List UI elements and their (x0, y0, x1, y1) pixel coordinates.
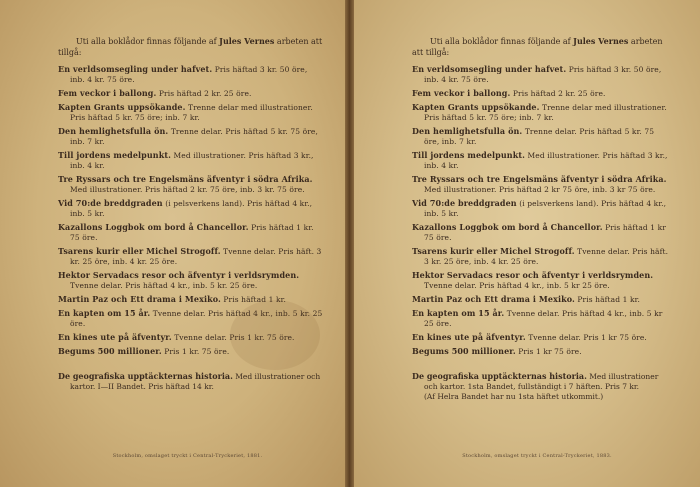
geo-history-entry: De geografiska upptäckternas historia. Med illustrationer och kartor. I—II Bandet. Pris häftad 14 kr. (58, 371, 321, 391)
book-price: Med illustrationer. Pris häftad 2 kr 75 öre, inb. 3 kr 75 öre. (424, 185, 656, 194)
book-entry (412, 88, 670, 99)
book-price: Med illustrationer. Pris häftad 2 kr. 75 öre, inb. 3 kr. 75 öre. (70, 185, 305, 194)
left-page (0, 0, 345, 487)
book-title: Till jordens medelpunkt. (58, 150, 172, 160)
book-price: Pris 1 kr 75 öre. (518, 347, 582, 356)
book-entry (412, 332, 670, 343)
book-entry (58, 88, 323, 99)
book-price: Tvenne delar. Pris häftad 4 kr., inb. 5 kr. 25 öre. (70, 281, 258, 290)
book-price: Tvenne delar. Pris häftad 4 kr., inb. 5 kr 25 öre. (424, 309, 663, 328)
book-title: Hektor Servadacs resor och äfventyr i verldsrymden. (412, 270, 654, 280)
book-price: Pris häftad 1 kr. (223, 295, 286, 304)
book-title: En kines ute på äfventyr. (58, 332, 172, 342)
book-title: Kapten Grants uppsökande. (412, 102, 540, 112)
book-entry (412, 246, 670, 267)
book-entry (412, 294, 670, 305)
intro-text: Uti alla boklådor finnas följande af Jules Vernes arbeten att tillgå: (412, 36, 663, 57)
book-price: Tvenne delar. Pris 1 kr 75 öre. (528, 333, 647, 342)
book-title: Begums 500 millioner. (412, 346, 516, 356)
book-price: Pris häftad 3 kr. 50 öre, inb. 4 kr. 75 öre. (424, 65, 662, 84)
book-title: Vid 70:de breddgraden (58, 198, 163, 208)
right-page (354, 0, 700, 487)
book-price: (i pelsverkens land). Pris häftad 4 kr., inb. 5 kr. (424, 199, 667, 218)
book-title: Hektor Servadacs resor och äfventyr i verldsrymden. (58, 270, 300, 280)
book-entry (58, 270, 323, 291)
book-entry (412, 346, 670, 357)
book-entry (58, 102, 323, 123)
book-price: Trenne delar. Pris häftad 5 kr. 75 öre, inb. 7 kr. (70, 127, 318, 146)
book-title: En verldsomsegling under hafvet. (412, 64, 567, 74)
book-price: Pris häftad 1 kr. 75 öre. (70, 223, 314, 242)
book-entry (412, 270, 670, 291)
book-entry (412, 102, 670, 123)
book-price: Trenne delar med illustrationer. Pris häftad 5 kr. 75 öre; inb. 7 kr. (70, 103, 313, 122)
book-title: Tsarens kurir eller Michel Strogoff. (58, 246, 221, 256)
book-price: Med illustrationer. Pris häftad 3 kr., inb. 4 kr. (70, 151, 314, 170)
book-price: Trenne delar med illustrationer. Pris häftad 5 kr. 75 öre; inb. 7 kr. (424, 103, 667, 122)
book-title: Begums 500 millioner. (58, 346, 162, 356)
book-list (412, 64, 670, 357)
book-price: Tvenne delar. Pris häft. 3 kr. 25 öre, inb. 4 kr. 25 öre. (424, 247, 669, 266)
book-entry (58, 246, 323, 267)
book-price: (i pelsverkens land). Pris häftad 4 kr., inb. 5 kr. (70, 199, 313, 218)
book-title: Kazallons Loggbok om bord å Chancellor. (412, 222, 603, 232)
book-title: Martin Paz och Ett drama i Mexiko. (58, 294, 221, 304)
book-title: Den hemlighetsfulla ön. (58, 126, 169, 136)
book-title: Vid 70:de breddgraden (412, 198, 517, 208)
book-title: Martin Paz och Ett drama i Mexiko. (412, 294, 575, 304)
book-entry (412, 308, 670, 329)
geo-history-entry: De geografiska upptäckternas historia. Med illustrationer och kartor. 1sta Bandet, fullständigt i 7 häften. Pris 7 kr. (Af Helra Bandet har nu 1sta häftet utkommit.) (412, 371, 659, 401)
book-entry (412, 198, 670, 219)
book-title: Tre Ryssars och tre Engelsmäns äfventyr i södra Afrika. (58, 174, 313, 184)
book-title: Den hemlighetsfulla ön. (412, 126, 523, 136)
book-entry (58, 150, 323, 171)
book-price: Pris häftad 2 kr. 25 öre. (158, 89, 252, 98)
book-price: Pris 1 kr. 75 öre. (164, 347, 230, 356)
book-entry (412, 64, 670, 85)
book-price: Pris häftad 2 kr. 25 öre. (512, 89, 606, 98)
paper-stain (230, 300, 320, 370)
book-title: Till jordens medelpunkt. (412, 150, 526, 160)
book-title: En kapten om 15 år. (58, 308, 151, 318)
book-price: Trenne delar. Pris häftad 5 kr. 75 öre, inb. 7 kr. (424, 127, 655, 146)
printer-footer: Stockholm, omslaget tryckt i Central-Tryckeriet, 1883. (462, 453, 612, 459)
book-price: Tvenne delar. Pris häftad 4 kr., inb. 5 kr. 25 öre. (70, 309, 323, 328)
intro-text: Uti alla boklådor finnas följande af Jules Vernes arbeten att tillgå: (58, 36, 323, 57)
book-price: Tvenne delar. Pris häft. 3 kr. 25 öre, inb. 4 kr. 25 öre. (70, 247, 322, 266)
book-price: Pris häftad 1 kr. (577, 295, 640, 304)
book-entry (412, 150, 670, 171)
book-entry (58, 126, 323, 147)
book-price: Pris häftad 1 kr 75 öre. (424, 223, 666, 242)
book-title: Fem veckor i ballong. (412, 88, 511, 98)
book-entry (58, 174, 323, 195)
book-title: En kines ute på äfventyr. (412, 332, 526, 342)
book-entry (58, 198, 323, 219)
book-price: Pris häftad 3 kr. 50 öre, inb. 4 kr. 75 öre. (70, 65, 308, 84)
book-title: Tre Ryssars och tre Engelsmäns äfventyr i södra Afrika. (412, 174, 667, 184)
book-price: Tvenne delar. Pris häftad 4 kr., inb. 5 kr 25 öre. (424, 281, 610, 290)
book-title: Kapten Grants uppsökande. (58, 102, 186, 112)
book-title: En verldsomsegling under hafvet. (58, 64, 213, 74)
book-entry (412, 222, 670, 243)
book-title: Tsarens kurir eller Michel Strogoff. (412, 246, 575, 256)
book-spine (345, 0, 354, 487)
book-entry (412, 126, 670, 147)
book-entry (412, 174, 670, 195)
book-price: Tvenne delar. Pris 1 kr. 75 öre. (174, 333, 295, 342)
book-entry (58, 64, 323, 85)
printer-footer: Stockholm, omslaget tryckt i Central-Tryckeriet, 1881. (112, 453, 263, 459)
book-entry (58, 222, 323, 243)
book-title: En kapten om 15 år. (412, 308, 505, 318)
book-title: Kazallons Loggbok om bord å Chancellor. (58, 222, 249, 232)
book-price: Med illustrationer. Pris häftad 3 kr., inb. 4 kr. (424, 151, 668, 170)
book-title: Fem veckor i ballong. (58, 88, 157, 98)
